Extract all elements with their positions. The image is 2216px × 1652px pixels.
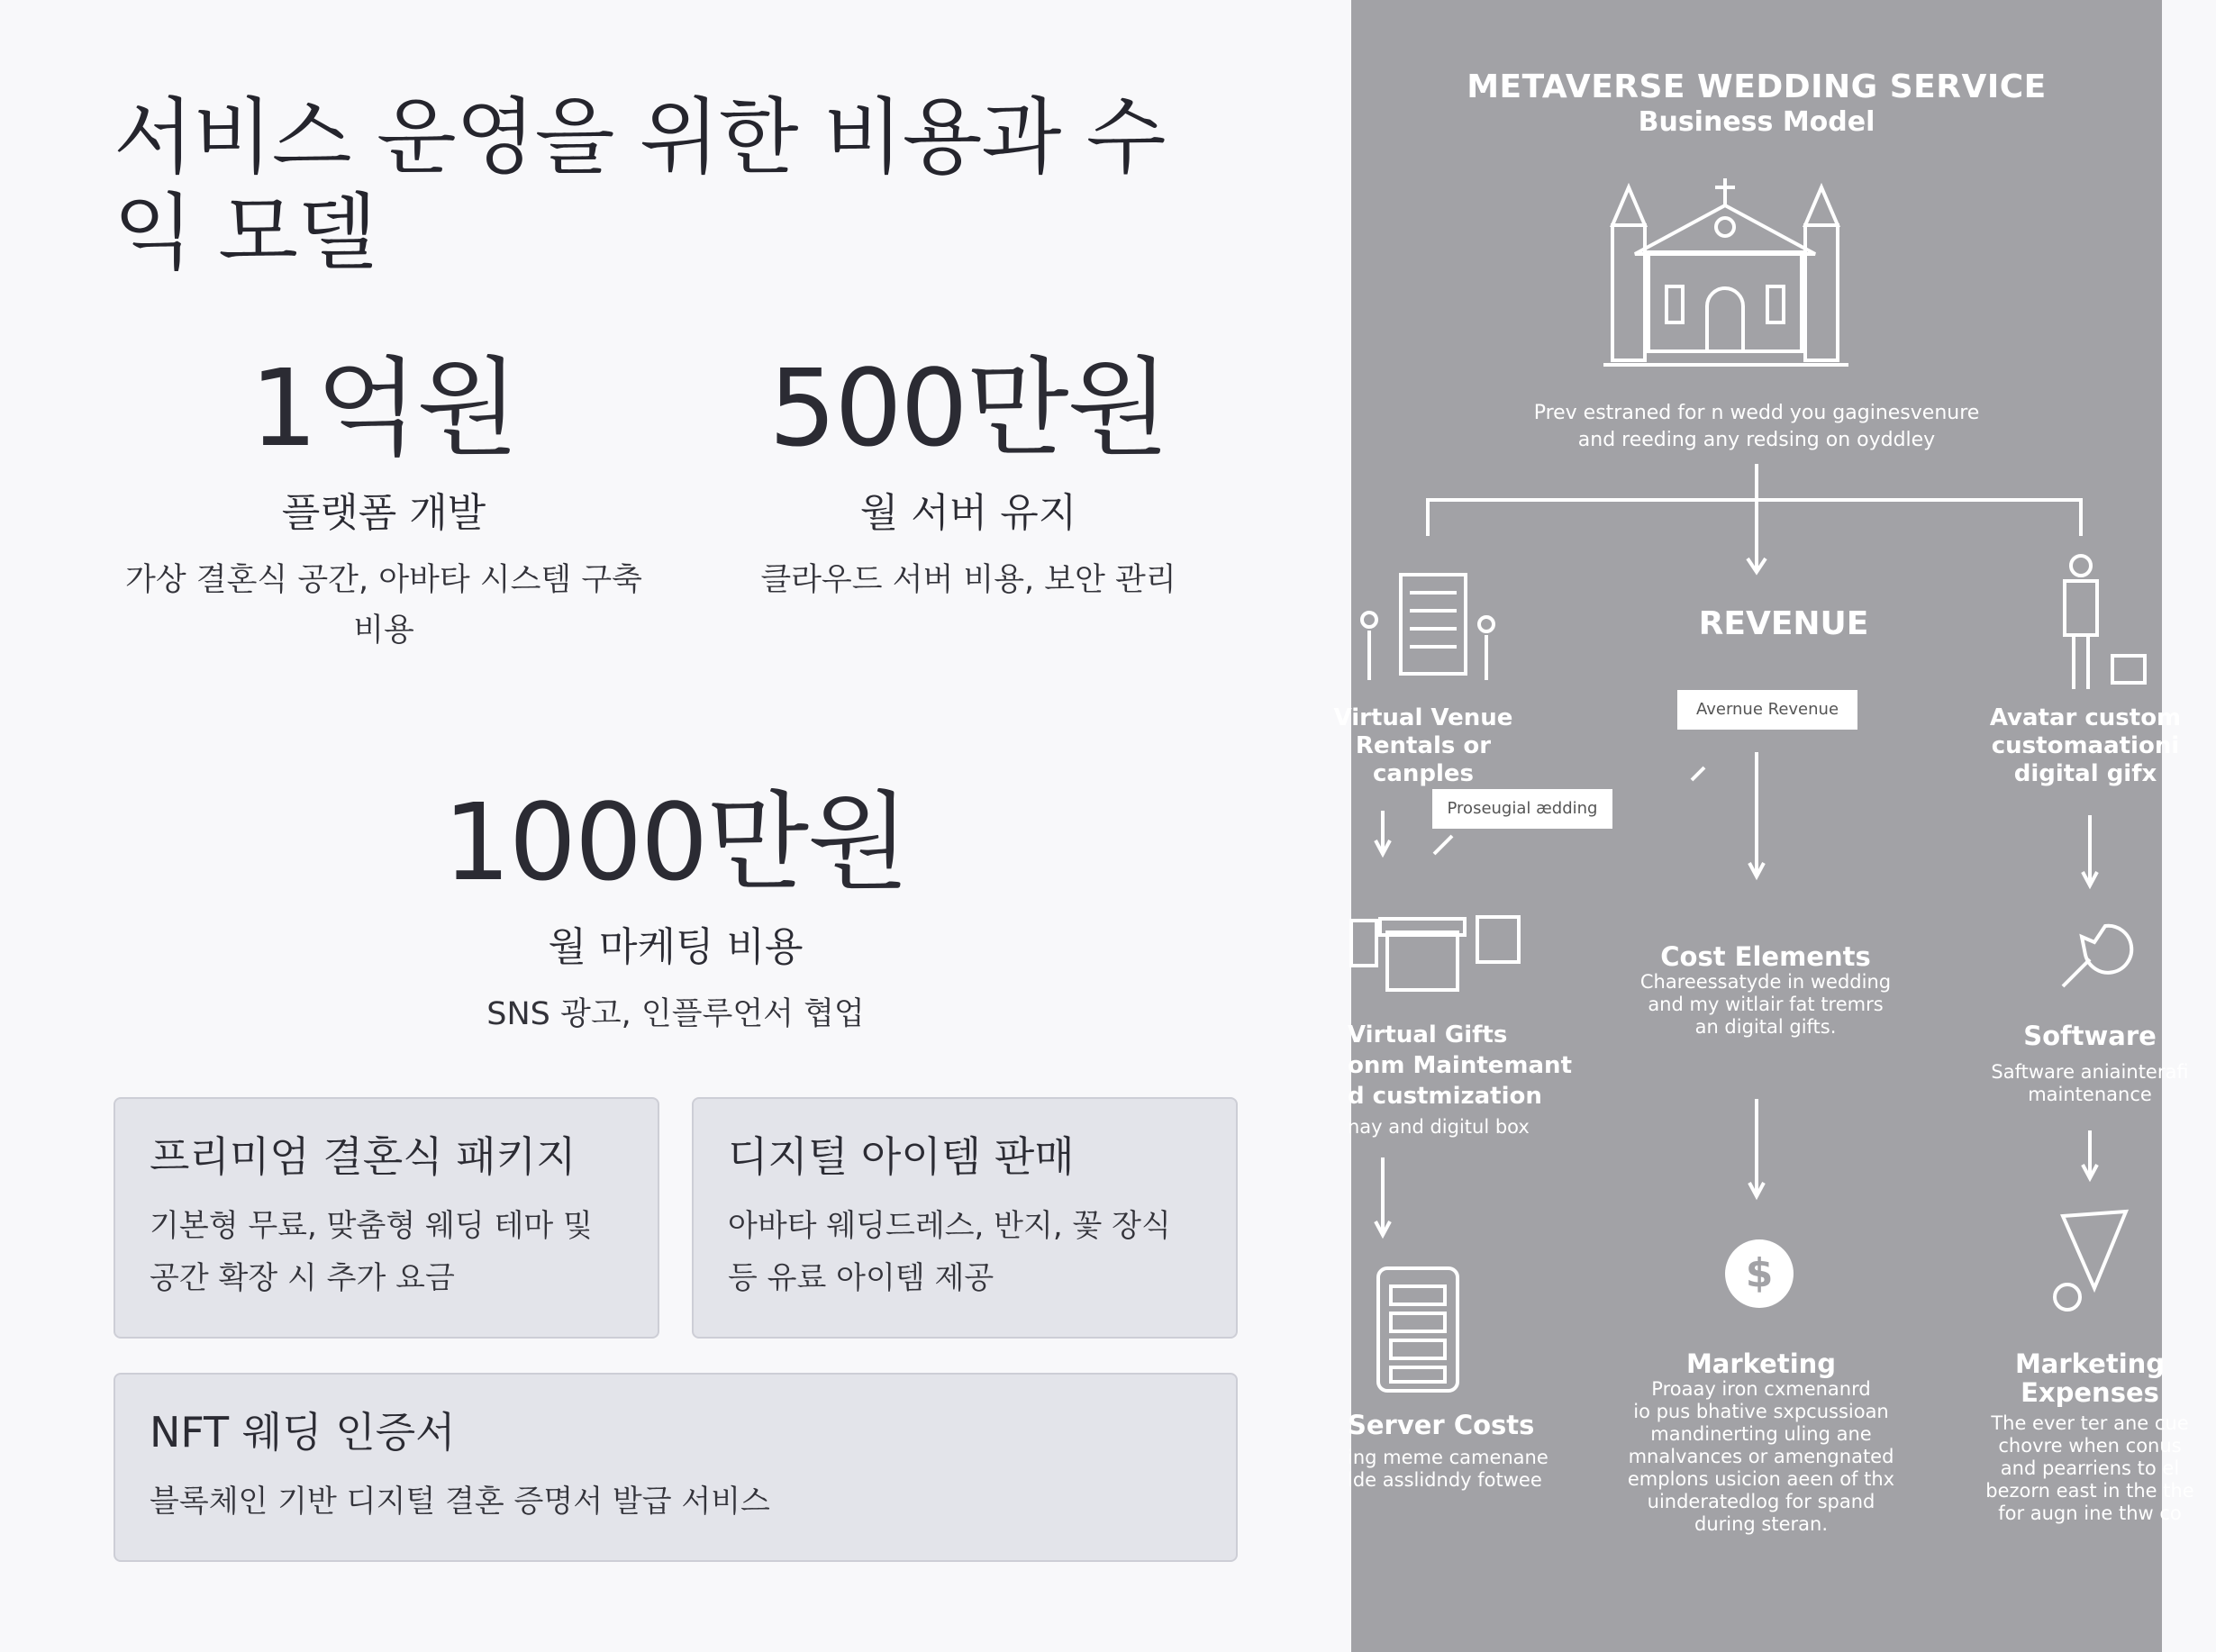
avatar-line: customaationi bbox=[1991, 732, 2180, 759]
card-digital-items bbox=[692, 1097, 1238, 1339]
gifts-line: onm Maintemant bbox=[1348, 1052, 1572, 1079]
infographic-intro bbox=[1441, 400, 2072, 454]
cost-line: Chareessatyde in wedding bbox=[1639, 971, 1892, 993]
stat-label: 플랫폼 개발 bbox=[281, 490, 486, 536]
intro-line: Prev estraned for n wedd you gaginesvenure bbox=[1533, 402, 1980, 424]
stat-label: 월 서버 유지 bbox=[859, 490, 1077, 536]
marketing-line: during steran. bbox=[1694, 1513, 1828, 1535]
marketing-line: uinderatedlog for spand bbox=[1647, 1491, 1875, 1512]
intro-line: and reeding any redsing on oyddley bbox=[1577, 429, 1936, 451]
mexp-line: The ever ter ane cue bbox=[1991, 1412, 2189, 1434]
dollar-glyph: $ bbox=[1745, 1250, 1774, 1296]
stat-description: 클라우드 서버 비용, 보안 관리 bbox=[760, 562, 1176, 598]
card-title: 프리미엄 결혼식 패키지 bbox=[150, 1132, 577, 1181]
page-title: 서비스 운영을 위한 비용과 수익 모델 bbox=[114, 89, 1166, 281]
cost-line: and my witlair fat tremrs bbox=[1648, 994, 1884, 1015]
stat-platform-development bbox=[114, 346, 654, 656]
marketing-expenses-block bbox=[1964, 1349, 2216, 1525]
infographic-title: METAVERSE WEDDING SERVICE bbox=[1467, 68, 2047, 105]
card-description: 아바타 웨딩드레스, 반지, 꽃 장식 등 유료 아이템 제공 bbox=[728, 1208, 1171, 1296]
mexp-heading: Marketing bbox=[2014, 1348, 2166, 1379]
virtual-gifts-block bbox=[1348, 1020, 1572, 1142]
marketing-heading: Marketing bbox=[1685, 1348, 1837, 1379]
server-line: ing meme camenane bbox=[1348, 1447, 1548, 1468]
avatar-line: Avatar custom bbox=[1989, 704, 2182, 731]
card-nft-certificate bbox=[114, 1373, 1238, 1562]
marketing-line: io pus bhative sxpcussioan bbox=[1633, 1401, 1889, 1422]
venue-line: Rentals or bbox=[1355, 732, 1492, 759]
revenue-heading: REVENUE bbox=[1698, 605, 1869, 642]
marketing-block bbox=[1576, 1349, 1946, 1536]
venue-heading bbox=[1333, 704, 1513, 788]
avenue-revenue-box: Avernue Revenue bbox=[1677, 690, 1857, 730]
cost-line: an digital gifts. bbox=[1694, 1016, 1837, 1038]
card-title: NFT 웨딩 인증서 bbox=[150, 1408, 456, 1457]
cost-heading: Cost Elements bbox=[1660, 941, 1871, 972]
marketing-line: mnalvances or amengnated bbox=[1628, 1446, 1894, 1467]
mexp-heading: Expenses bbox=[2021, 1377, 2159, 1408]
software-block bbox=[1982, 1021, 2198, 1106]
card-premium-package bbox=[114, 1097, 659, 1339]
stat-value: 500만원 bbox=[768, 346, 1168, 470]
software-line: Saftware aniainterafi bbox=[1991, 1061, 2189, 1083]
stat-value: 1억원 bbox=[250, 346, 518, 470]
server-line: lde asslidndy fotwee bbox=[1348, 1469, 1542, 1491]
gifts-line: d custmization bbox=[1348, 1083, 1542, 1110]
venue-line: canples bbox=[1372, 760, 1475, 787]
cost-elements-block bbox=[1576, 942, 1955, 1039]
software-line: maintenance bbox=[2028, 1084, 2152, 1105]
mexp-line: chovre when conus bbox=[1998, 1435, 2182, 1457]
mexp-line: for augn ine thw co bbox=[1998, 1502, 2182, 1524]
card-description: 블록체인 기반 디지털 결혼 증명서 발급 서비스 bbox=[150, 1484, 770, 1520]
avatar-line: digital gifx bbox=[2013, 760, 2157, 787]
proseugial-box: Proseugial ædding bbox=[1432, 789, 1612, 829]
infographic-subtitle: Business Model bbox=[1638, 106, 1875, 138]
stat-description: 가상 결혼식 공간, 아바타 시스템 구축 비용 bbox=[125, 562, 642, 649]
stat-description: SNS 광고, 인플루언서 협업 bbox=[486, 996, 865, 1032]
marketing-line: Proaay iron cxmenanrd bbox=[1651, 1378, 1871, 1400]
venue-line: Virtual Venue bbox=[1333, 704, 1513, 731]
infographic-image bbox=[1333, 0, 2194, 1652]
stat-server-maintenance bbox=[716, 346, 1221, 605]
gifts-line: nay and digitul box bbox=[1348, 1116, 1530, 1138]
stat-marketing-cost bbox=[360, 780, 991, 1039]
card-description: 기본형 무료, 맞춤형 웨딩 테마 및 공간 확장 시 추가 요금 bbox=[150, 1208, 593, 1296]
mexp-line: and pearriens to el bbox=[2000, 1457, 2180, 1479]
mexp-line: bezorn east in the the bbox=[1985, 1480, 2194, 1502]
gifts-line: Virtual Gifts bbox=[1348, 1021, 1508, 1048]
stat-label: 월 마케팅 비용 bbox=[548, 924, 804, 970]
card-title: 디지털 아이템 판매 bbox=[728, 1132, 1075, 1181]
stat-value: 1000만원 bbox=[442, 780, 909, 904]
server-heading: Server Costs bbox=[1348, 1410, 1535, 1440]
church-icon bbox=[1603, 178, 1848, 365]
server-costs-block bbox=[1348, 1411, 1564, 1492]
marketing-line: emplons usicion aeen of thx bbox=[1627, 1468, 1895, 1490]
marketing-line: mandinerting uling ane bbox=[1650, 1423, 1872, 1445]
software-heading: Software bbox=[2023, 1021, 2157, 1051]
avatar-heading bbox=[1982, 704, 2189, 788]
